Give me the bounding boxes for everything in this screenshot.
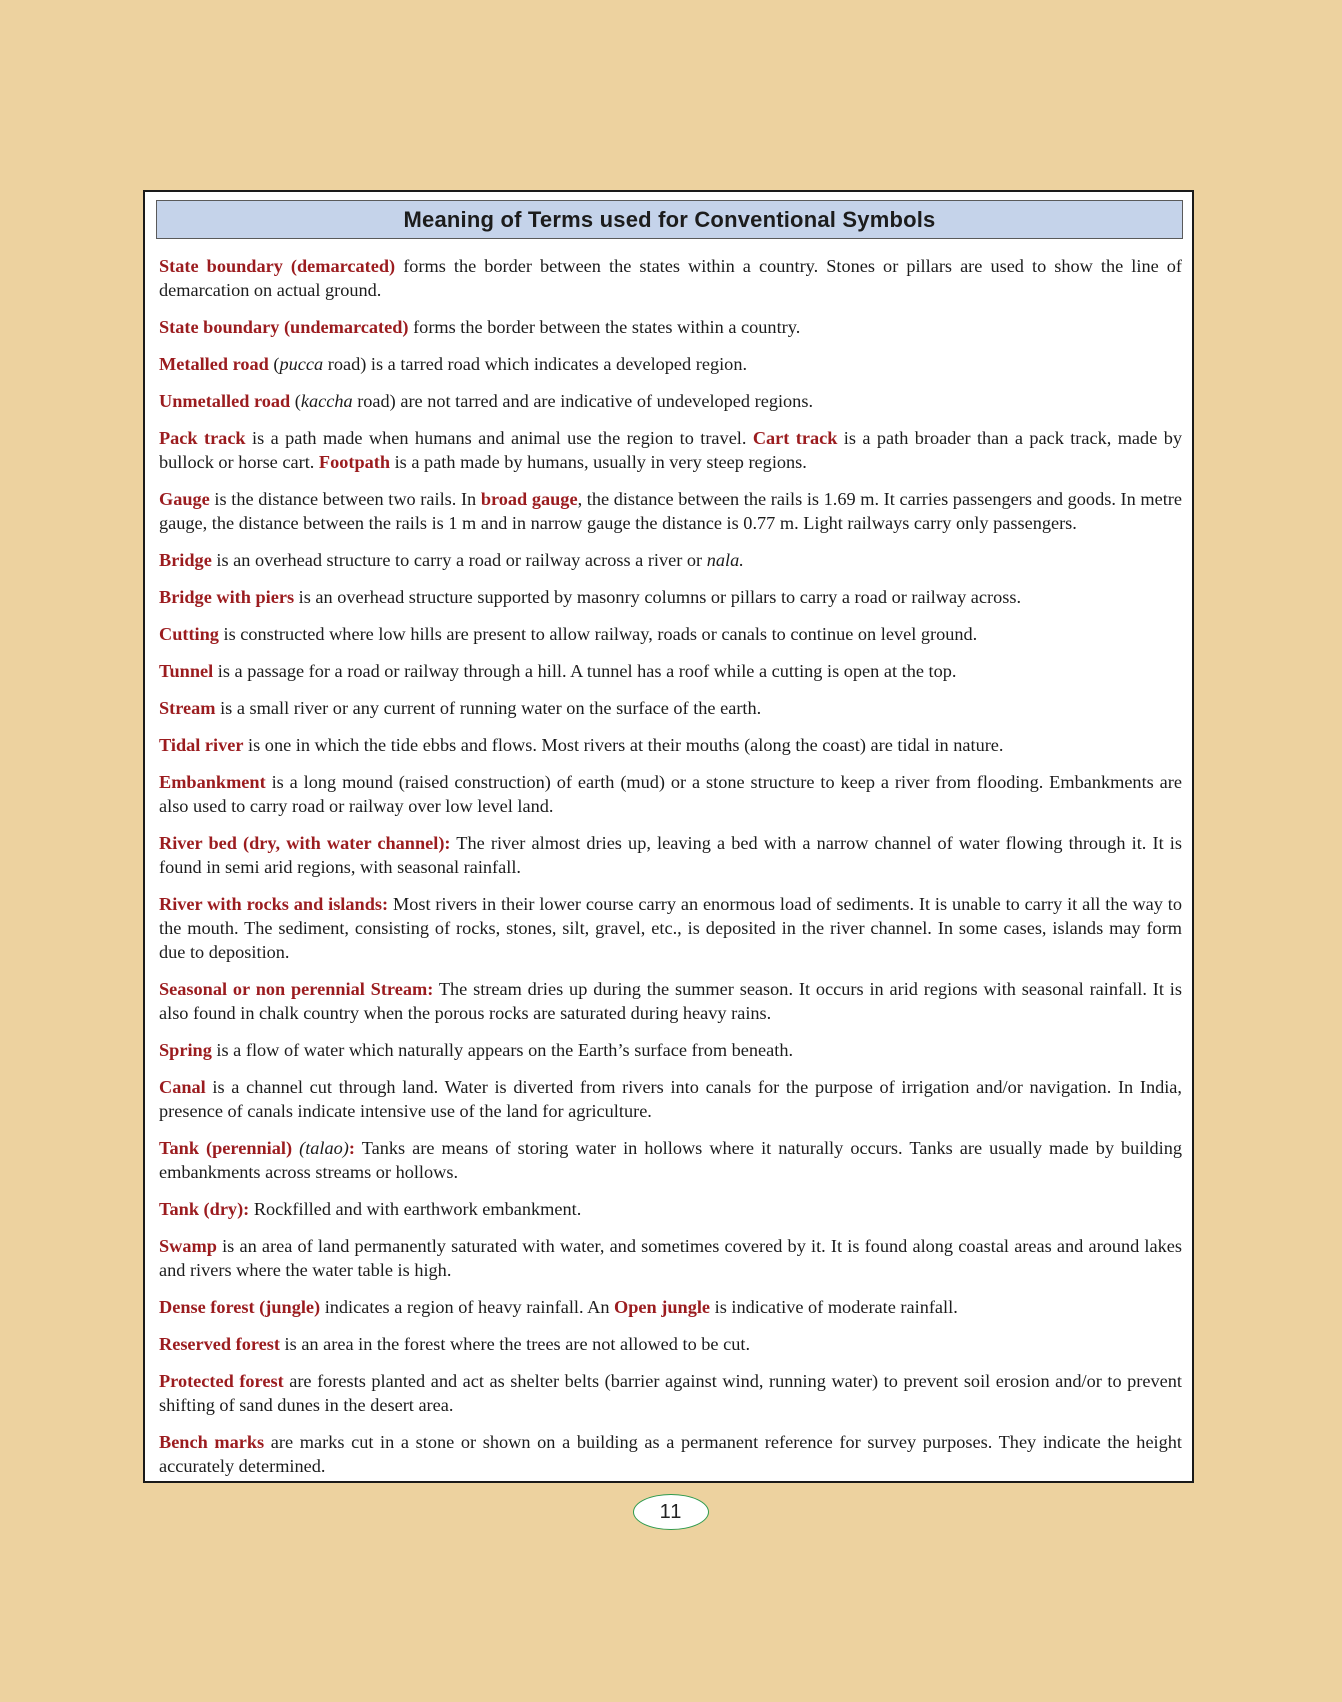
term-label: River bed (dry, with water channel): (159, 833, 451, 853)
term-entry-pack-track (159, 426, 1182, 474)
term-entry-river-with-rocks (159, 892, 1182, 964)
term-description: is a passage for a road or railway through a hill. A tunnel has a roof while a cutting is open at the top. (213, 661, 957, 681)
term-label: Stream (159, 698, 216, 718)
term-description: are marks cut in a stone or shown on a building as a permanent reference for survey purposes. They indicate the height accurately determined. (159, 1432, 1183, 1476)
term-label: Gauge (159, 489, 210, 509)
term-entry-gauge (159, 487, 1182, 535)
term-description: road) are not tarred and are indicative of undeveloped regions. (352, 391, 814, 411)
term-entry-metalled-road (159, 352, 1182, 376)
term-label: River with rocks and islands: (159, 894, 389, 914)
term-entry-tank-perennial (159, 1136, 1182, 1184)
term-entry-bridge-with-piers (159, 585, 1182, 609)
term-entry-swamp (159, 1234, 1182, 1282)
term-description: is a channel cut through land. Water is diverted from rivers into canals for the purpose of irrigation and/or navigation. In India, presence of canals indicate intensive use of the land for agriculture. (159, 1077, 1182, 1121)
term-label: Unmetalled road (159, 391, 291, 411)
term-entry-tidal-river (159, 733, 1182, 757)
term-label: Embankment (159, 772, 266, 792)
page-number-badge (633, 1494, 709, 1530)
term-description: ( (268, 354, 280, 374)
term-entry-river-bed (159, 831, 1182, 879)
term-label: State boundary (undemarcated) (159, 317, 409, 337)
term-label: Tunnel (159, 661, 214, 681)
term-label: Footpath (318, 452, 391, 472)
term-entry-spring (159, 1038, 1182, 1062)
term-description: is a path made by humans, usually in very steep regions. (390, 452, 807, 472)
term-description: Most rivers in their lower course carry an enormous load of sediments. It is unable to carry it all the way to the mouth. The sediment, consisting of rocks, stones, silt, gravel, etc., is deposited in the river channel. In some cases, islands may form due to deposition. (159, 894, 1182, 962)
term-label: Swamp (159, 1236, 217, 1256)
term-entry-reserved-forest (159, 1332, 1182, 1356)
term-description: is one in which the tide ebbs and flows. Most rivers at their mouths (along the coast) are tidal in nature. (243, 735, 1004, 755)
term-description: is a long mound (raised construction) of earth (mud) or a stone structure to keep a river from flooding. Embankments are also used to carry road or railway over low level land. (159, 772, 1182, 816)
term-entry-unmetalled-road (159, 389, 1182, 413)
term-description: road) is a tarred road which indicates a developed region. (323, 354, 748, 374)
term-label: Bench marks (159, 1432, 265, 1452)
term-entry-stream (159, 696, 1182, 720)
term-description: is an overhead structure supported by masonry columns or pillars to carry a road or railway across. (294, 587, 1022, 607)
term-description: is a path made when humans and animal use the region to travel. (245, 428, 753, 448)
term-label: State boundary (demarcated) (159, 256, 396, 276)
term-italic: nala. (706, 550, 744, 570)
term-label: Open jungle (614, 1297, 711, 1317)
term-label: : (348, 1138, 355, 1158)
term-label: Tank (dry): (159, 1199, 250, 1219)
term-description: is a flow of water which naturally appears on the Earth’s surface from beneath. (211, 1040, 794, 1060)
page-title: Meaning of Terms used for Conventional Symbols (403, 206, 936, 232)
term-entry-bridge (159, 548, 1182, 572)
term-description: is an area in the forest where the trees are not allowed to be cut. (279, 1334, 751, 1354)
term-entry-protected-forest (159, 1369, 1182, 1417)
term-label: Spring (159, 1040, 212, 1060)
terms-list (159, 254, 1182, 1491)
term-entry-seasonal-stream (159, 977, 1182, 1025)
term-entry-canal (159, 1075, 1182, 1123)
term-description: ( (290, 391, 301, 411)
term-description: is indicative of moderate rainfall. (710, 1297, 958, 1317)
term-label: Bridge (159, 550, 212, 570)
term-description: , the distance between the rails is 1.69 m. It carries passengers and goods. In metre gauge, the distance between the rails is 1 m and in narrow gauge the distance is 0.77 m. Light railways carry only passengers. (159, 489, 1182, 533)
term-label: Cart track (752, 428, 838, 448)
term-entry-bench-marks (159, 1430, 1182, 1478)
term-label: Reserved forest (159, 1334, 280, 1354)
term-description: is a path broader than a pack track, made by bullock or horse cart. (159, 428, 1182, 472)
term-entry-cutting (159, 622, 1182, 646)
term-label: Tank (perennial) (159, 1138, 293, 1158)
term-description: The stream dries up during the summer season. It occurs in arid regions with seasonal rainfall. It is also found in chalk country when the porous rocks are saturated during heavy rains. (159, 979, 1182, 1023)
term-entry-embankment (159, 770, 1182, 818)
term-description: Rockfilled and with earthwork embankment. (249, 1199, 582, 1219)
term-italic: kaccha (300, 391, 353, 411)
term-description: is an overhead structure to carry a road or railway across a river or (211, 550, 707, 570)
term-description: indicates a region of heavy rainfall. An (320, 1297, 615, 1317)
term-description: forms the border between the states within a country. (408, 317, 801, 337)
term-entry-tunnel (159, 659, 1182, 683)
term-label: Tidal river (159, 735, 244, 755)
term-label: broad gauge (480, 489, 578, 509)
term-description: are forests planted and act as shelter belts (barrier against wind, running water) to prevent soil erosion and/or to prevent shifting of sand dunes in the desert area. (159, 1371, 1182, 1415)
term-description: is the distance between two rails. In (209, 489, 481, 509)
term-label: Protected forest (159, 1371, 284, 1391)
term-entry-state-boundary-undemarcated (159, 315, 1182, 339)
term-description: is an area of land permanently saturated with water, and sometimes covered by it. It is found along coastal areas and around lakes and rivers where the water table is high. (159, 1236, 1182, 1280)
term-entry-tank-dry (159, 1197, 1182, 1221)
term-label: Seasonal or non perennial Stream: (159, 979, 434, 999)
term-italic: pucca (279, 354, 324, 374)
term-entry-dense-forest (159, 1295, 1182, 1319)
term-label: Metalled road (159, 354, 269, 374)
term-label: Cutting (159, 624, 219, 644)
term-label: Canal (159, 1077, 206, 1097)
term-label: Pack track (159, 428, 246, 448)
term-description: The river almost dries up, leaving a bed with a narrow channel of water flowing through it. It is found in semi arid regions, with seasonal rainfall. (159, 833, 1182, 877)
page-number: 11 (659, 1500, 683, 1523)
term-description: is a small river or any current of running water on the surface of the earth. (215, 698, 762, 718)
term-italic: (talao) (299, 1138, 349, 1158)
term-entry-state-boundary-demarcated (159, 254, 1182, 302)
term-description: forms the border between the states within a country. Stones or pillars are used to show the line of demarcation on actual ground. (159, 256, 1182, 300)
content-frame (143, 190, 1194, 1483)
term-description: Tanks are means of storing water in hollows where it naturally occurs. Tanks are usually made by building embankments across streams or hollows. (159, 1138, 1182, 1182)
term-description: is constructed where low hills are present to allow railway, roads or canals to continue on level ground. (218, 624, 978, 644)
term-label: Dense forest (jungle) (159, 1297, 321, 1317)
term-label: Bridge with piers (159, 587, 295, 607)
title-bar (156, 200, 1183, 239)
